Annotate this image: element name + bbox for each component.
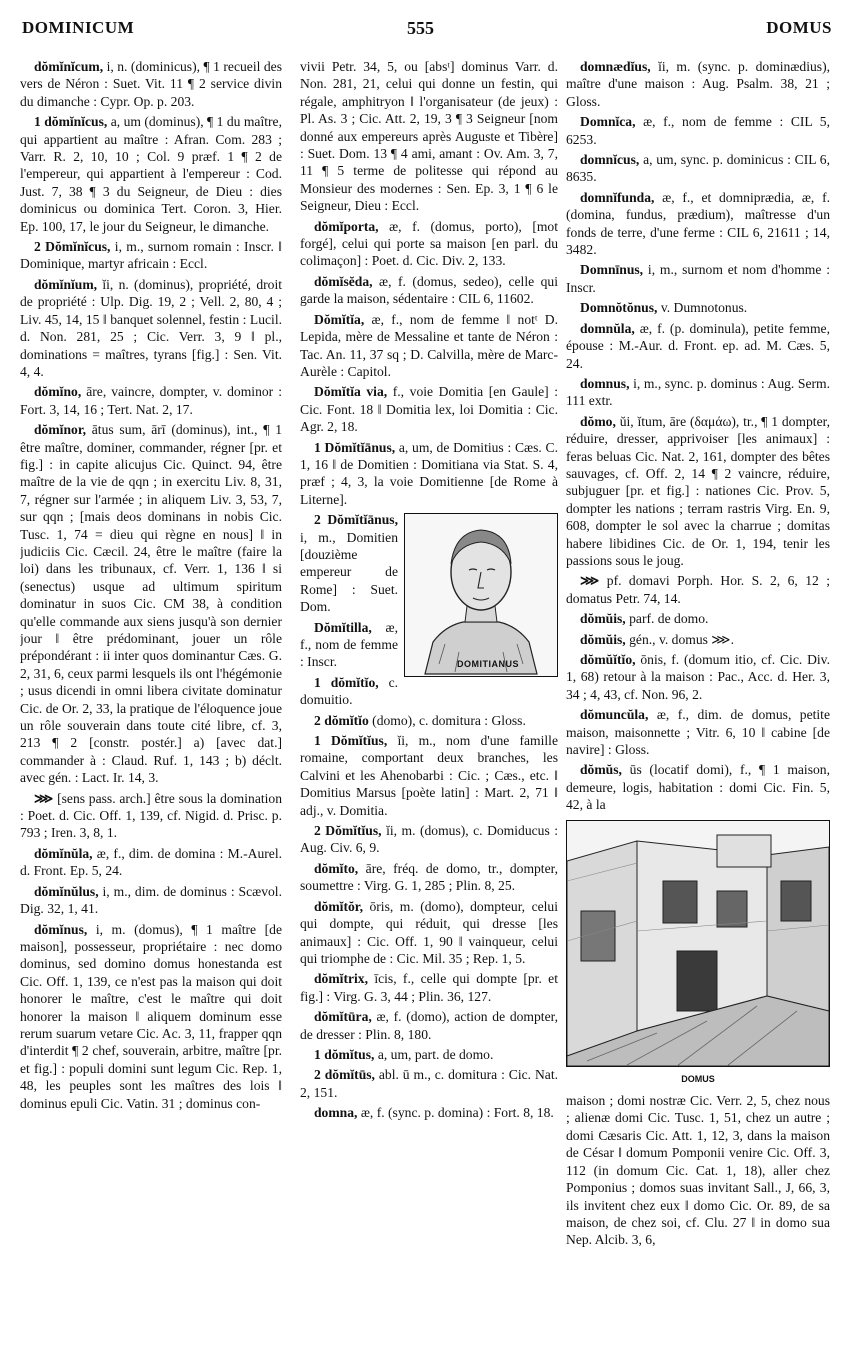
entry-headword: dŏmĭnĭum, bbox=[34, 276, 98, 292]
entry-headword: dŏmĭtŏr, bbox=[314, 898, 363, 914]
entry-headword: dŏmĭtūra, bbox=[314, 1009, 372, 1025]
column-middle bbox=[300, 58, 558, 1348]
dictionary-entry bbox=[300, 218, 558, 270]
entry-text: i, m., Domitien [douzième empereur de Rome] : Suet. Dom. bbox=[300, 529, 398, 615]
entry-text: ĭi, m., nom d'une famille romaine, comportant deux branches, les Calvini et les Ahenobarbi : Cic. ; Cæs., etc. ‖ Domitius Marsus [poète latin] : Mart. 2, 71 ‖ adj., v. Domitia. bbox=[300, 733, 558, 818]
entry-headword: dŏmĭnor, bbox=[34, 422, 86, 438]
dictionary-entry bbox=[300, 1008, 558, 1043]
entry-text: æ, f., dim. de domus, petite maison, maisonnette ; Vitr. 6, 10 ‖ cabine [de navire] : Gloss. bbox=[566, 707, 830, 758]
entry-text: ĭi, m. (domus), c. Domiducus : Aug. Civ. 6, 9. bbox=[300, 823, 558, 856]
entry-text: ūs (locatif domi), f., ¶ 1 maison, demeure, logis, habitation : domi Cic. Fin. 5, 42, à la bbox=[566, 762, 830, 813]
entry-headword: ⋙ bbox=[34, 790, 54, 806]
entry-text: ĭi, n. (dominus), propriété, droit de propriété : Ulp. Dig. 19, 2 ; Vell. 2, 80, 4 ; Liv. 45, 14, 15 ‖ banquet solennel, festin : Lucil. d. Non. 281, 25 ; Cic. Verr. 3, 9 ‖ pl., dominations = maîtres, tyrans [fig.] : Sen. Vit. 4, 4. bbox=[20, 276, 282, 379]
entry-text: c. domuitio. bbox=[300, 674, 398, 708]
entry-text: gén., v. domus ⋙. bbox=[629, 631, 735, 647]
column-right bbox=[566, 58, 830, 1348]
dictionary-entry bbox=[566, 1092, 830, 1249]
entry-headword: ⋙ bbox=[580, 573, 600, 589]
dictionary-entry bbox=[566, 375, 830, 410]
entry-text: æ, f. (p. dominula), petite femme, épouse : M.-Aur. d. Front. ep. ad. M. Cæs. 5, 24. bbox=[566, 320, 830, 371]
entry-headword: dŏmĭnĭcum, bbox=[34, 59, 104, 74]
entry-text: ōris, m. (domo), dompteur, celui qui dompte, qui réduit, qui dresse [les animaux] : Cic. Off. 1, 90 ‖ vainqueur, celui qui triomphe de : Cic. Mil. 35 ; Rep. 1, 5. bbox=[300, 898, 558, 966]
entry-headword: 2 Dŏmĭtĭus, bbox=[314, 823, 382, 839]
entry-text: i, m., dim. de dominus : Scævol. Dig. 32, 1, 41. bbox=[20, 883, 282, 917]
dictionary-entry bbox=[566, 413, 830, 570]
dictionary-entry bbox=[566, 58, 830, 110]
entry-headword: 2 dŏmĭtĭo bbox=[314, 712, 369, 728]
entry-headword: dŏmuncŭla, bbox=[580, 707, 649, 723]
dictionary-entry bbox=[20, 113, 282, 235]
entry-text: āre, fréq. de domo, tr., dompter, soumettre : Virg. G. 1, 285 ; Plin. 8, 25. bbox=[300, 860, 558, 894]
entry-text: ōnis, f. (domum itio, cf. Cic. Div. 1, 68) retour à la maison : Pac., Acc. d. Her. 3, 34 ; 4, 43, cf. Non. 96, 2. bbox=[566, 652, 830, 702]
entry-headword: dŏmĭnus, bbox=[34, 921, 88, 937]
entry-text: i, n. (dominicus), ¶ 1 recueil des vers de Néron : Suet. Vit. 11 ¶ 2 service divin du dimanche : Cypr. Op. p. 203. bbox=[20, 59, 282, 109]
entry-headword: 1 dŏmĭtus, bbox=[314, 1046, 375, 1062]
entry-text: (domo), c. domitura : Gloss. bbox=[372, 712, 526, 728]
dictionary-entry bbox=[300, 1046, 558, 1063]
entry-headword: dŏmŭis, bbox=[580, 631, 626, 647]
entry-text: æ, f., et domniprædia, æ, f. (domina, fundus, prædium), maîtresse d'un fonds de terre, d'une ferme : CIL 6, 21611 ; 14, 3482. bbox=[566, 189, 830, 258]
dictionary-entry bbox=[300, 58, 558, 215]
entry-headword: 2 Dŏmĭnĭcus, bbox=[34, 239, 111, 255]
column-left bbox=[20, 58, 282, 1348]
entry-text: abl. ū m., c. domitura : Cic. Nat. 2, 151. bbox=[300, 1067, 558, 1100]
domitianus-bust-illustration bbox=[404, 513, 558, 677]
dictionary-entry bbox=[566, 189, 830, 259]
dictionary-entry bbox=[566, 631, 830, 648]
entry-headword: domna, bbox=[314, 1105, 358, 1121]
entry-headword: dŏmŭĭtĭo, bbox=[580, 652, 636, 667]
dictionary-entry bbox=[566, 261, 830, 296]
dictionary-entry bbox=[566, 761, 830, 813]
entry-text: a, um, part. de domo. bbox=[377, 1046, 494, 1062]
dictionary-entry bbox=[300, 822, 558, 857]
entry-text: i, m., surnom et nom d'homme : Inscr. bbox=[566, 262, 830, 295]
dictionary-entry bbox=[300, 439, 558, 509]
entry-text: f., voie Domitia [en Gaule] : Cic. Font. 18 ‖ Domitia lex, loi Domitia : Cic. Agr. 2, 18. bbox=[300, 384, 558, 435]
entry-text: vivii Petr. 34, 5, ou [absᵗ] dominus Varr. d. Non. 281, 21, celui qui donne un festin, qui régale, amphitryon ‖ l'organisateur (de jeux) : Pl. As. 3 ; Cic. Att. 2, 19, 3 ¶ 3 Seigneur [nom donné aux empereurs après Auguste et Tibère] : Suet. Dom. 13 ¶ 4 ami, amant : Ov. Am. 3, 7, 11 ¶ 5 terme de politesse qui répond au Monsieur des modernes : Sen. Ep. 3, 1 ¶ 6 le Seigneur, Dieu : Eccl. bbox=[300, 59, 558, 214]
running-head-right: DOMUS bbox=[766, 18, 832, 37]
entry-text: maison ; domi nostræ Cic. Verr. 2, 5, chez nous ; alienæ domi Cic. Tusc. 1, 51, chez un autre ; domi Cæsaris Cic. Att. 1, 12, 3, dans la maison de César ‖ domum Pomponii venire Cic. Off. 3, 112 (in domum Cic. Cat. 1, 18), aller chez Pomponius ; domos suas invitant Sall., J, 66, 3, ils invitent chez eux ‖ domo Cic. Or. 89, de sa maison, de chez soi, cf. Clu. 27 ‖ in domo sua Nep. Alcib. 3, 6, bbox=[566, 1093, 830, 1248]
dictionary-entry bbox=[566, 299, 830, 316]
entry-headword: dŏmo, bbox=[580, 413, 616, 429]
dictionary-entry bbox=[300, 674, 558, 709]
entry-headword: dŏmĭno, bbox=[34, 384, 82, 400]
dictionary-entry bbox=[566, 113, 830, 148]
house-caption: DOMUS bbox=[681, 1073, 715, 1084]
bust-drawing bbox=[405, 514, 557, 676]
entry-text: īcis, f., celle qui dompte [pr. et fig.] : Virg. G. 3, 44 ; Plin. 36, 127. bbox=[300, 971, 558, 1004]
entry-text: a, um (dominus), ¶ 1 du maître, qui appartient au maître : Afran. Com. 283 ; Varr. R. 2, 10, 10 ; Col. 9 præf. 1 ¶ 2 de l'empereur, qui appartient à l'empereur : Cod. Just. 7, 38 ¶ 3 du Seigneur, de Dieu : dies dominicus ou dominica Tert. Coron. 3, Hier. Ep. 100, 17, le jour du Seigneur, le dimanche. bbox=[20, 114, 282, 234]
page-header bbox=[22, 18, 832, 46]
entry-headword: Dŏmĭtĭa, bbox=[314, 311, 365, 327]
entry-headword: 2 Dŏmĭtĭānus, bbox=[314, 512, 398, 528]
dictionary-entry bbox=[20, 58, 282, 110]
entry-headword: dŏmŭis, bbox=[580, 611, 626, 627]
dictionary-entry bbox=[566, 151, 830, 186]
entry-headword: 2 dŏmĭtūs, bbox=[314, 1067, 375, 1083]
entry-headword: 1 Dŏmĭtĭus, bbox=[314, 733, 388, 749]
entry-text: æ, f. (sync. p. domina) : Fort. 8, 18. bbox=[360, 1105, 554, 1121]
entry-text: i, m., surnom romain : Inscr. ‖ Dominique, martyr africain : Eccl. bbox=[20, 239, 282, 272]
entry-text: æ, f., nom de femme ‖ notᵗ D. Lepida, mère de Messaline et tante de Néron : Tac. An. 11, 37 sq ; D. Calvilla, mère de Marc-Aurèle : Capitol. bbox=[300, 311, 558, 379]
entry-text: i, m. (domus), ¶ 1 maître [de maison], possesseur, propriétaire : nec domo dominus, sed domino domus honestanda est Cic. Off. 1, 139, ce n'est pas la maison qui doit honorer le maître, c'est le maître qui doit honorer la maison ‖ aliquem dominum esse rerum suarum vetare Cic. Ac. 3, 11, frapper qqn d'interdit ¶ 2 chef, souverain, arbitre, maître [pr. et fig.] : populi domini sunt legum Cic. Rep. 1, 48, les peuples sont les maîtres des lois ‖ dominus epuli Cic. Vatin. 31 ; dominus con- bbox=[20, 921, 282, 1111]
entry-headword: domnŭla, bbox=[580, 320, 635, 336]
entry-text: i, m., sync. p. dominus : Aug. Serm. 111 extr. bbox=[566, 375, 830, 409]
dictionary-entry bbox=[300, 970, 558, 1005]
dictionary-entry bbox=[300, 311, 558, 381]
entry-headword: domnus, bbox=[580, 375, 630, 391]
dictionary-entry bbox=[20, 383, 282, 418]
entry-headword: 1 Dŏmĭtĭānus, bbox=[314, 439, 396, 455]
dictionary-entry bbox=[566, 706, 830, 758]
dictionary-entry bbox=[20, 238, 282, 273]
entry-headword: Dŏmĭtilla, bbox=[314, 619, 372, 635]
entry-headword: domnĭcus, bbox=[580, 152, 640, 168]
entry-headword: dŏmĭnŭlus, bbox=[34, 883, 99, 899]
dictionary-entry bbox=[300, 732, 558, 819]
entry-text: āre, vaincre, dompter, v. dominor : Fort. 3, 14, 16 ; Tert. Nat. 2, 17. bbox=[20, 384, 282, 417]
dictionary-entry bbox=[566, 651, 830, 703]
entry-headword: dŏmĭto, bbox=[314, 860, 359, 876]
house-drawing bbox=[567, 821, 829, 1066]
entry-text: æ, f. (domo), action de dompter, de dresser : Plin. 8, 180. bbox=[300, 1009, 558, 1042]
dictionary-entry bbox=[20, 845, 282, 880]
entry-headword: dŏmŭs, bbox=[580, 762, 622, 778]
entry-headword: domnĭfunda, bbox=[580, 189, 655, 205]
dictionary-entry bbox=[20, 421, 282, 787]
entry-headword: Domnĭca, bbox=[580, 114, 636, 130]
entry-text: [sens pass. arch.] être sous la domination : Poet. d. Cic. Off. 1, 139, cf. Nigid. d. Prisc. p. 793 ; Iren. 3, 8, 1. bbox=[20, 790, 282, 841]
entry-text: æ, f., nom de femme : Inscr. bbox=[300, 619, 398, 670]
entry-headword: 1 dŏmĭnĭcus, bbox=[34, 114, 108, 130]
entry-text: æ, f., nom de femme : CIL 5, 6253. bbox=[566, 114, 830, 147]
running-head-left: DOMINICUM bbox=[22, 18, 135, 37]
domus-house-illustration bbox=[566, 820, 830, 1067]
entry-text: v. Dumnotonus. bbox=[660, 300, 748, 316]
dictionary-entry bbox=[20, 790, 282, 842]
entry-text: æ, f., dim. de domina : M.-Aurel. d. Front. Ep. 5, 24. bbox=[20, 845, 282, 879]
entry-text: æ, f. (domus, sedeo), celle qui garde la maison, sédentaire : CIL 6, 11602. bbox=[300, 273, 558, 307]
bust-caption: DOMITIANUS bbox=[457, 658, 519, 669]
entry-text: pf. domavi Porph. Hor. S. 2, 6, 12 ; domatus Petr. 74, 14. bbox=[566, 573, 830, 606]
dictionary-entry bbox=[300, 273, 558, 308]
entry-text: ŭi, ĭtum, āre (δαμάω), tr., ¶ 1 dompter, réduire, dresser, apprivoiser [les animaux] : feras beluas Cic. Nat. 2, 161, dompter des bêtes sauvages, cf. Off. 2, 14 ¶ 2 vaincre, réduire, subjuguer [pr. et fig.] : nationes Cic. Prov. 5, dompter les nations ; terram rastris Virg. En. 9, 608, dompter le sol avec la charrue ; domitas habere libidines Cic. de Or. 1, 194, tenir les passions sous le joug. bbox=[566, 413, 830, 568]
dictionary-entry bbox=[300, 712, 558, 729]
dictionary-entry bbox=[20, 921, 282, 1112]
entry-headword: dŏmĭtrix, bbox=[314, 971, 368, 987]
entry-headword: dŏmĭsĕda, bbox=[314, 273, 373, 289]
entry-text: ĭi, m. (sync. p. dominædius), maître d'une maison : Aug. Psalm. 38, 21 ; Gloss. bbox=[566, 59, 830, 109]
dictionary-entry bbox=[300, 383, 558, 435]
entry-headword: Domnīnus, bbox=[580, 262, 644, 278]
dictionary-entry bbox=[300, 1066, 558, 1101]
dictionary-entry bbox=[300, 860, 558, 895]
entry-headword: Domnŏtŏnus, bbox=[580, 300, 658, 316]
entry-text: a, um, de Domitius : Cæs. C. 1, 16 ‖ de Domitien : Domitiana via Stat. S. 4, præf ; 4, 3, la voie Domitienne [de Rome à Literne]. bbox=[300, 439, 558, 507]
dictionary-entry bbox=[20, 276, 282, 380]
entry-headword: domnædĭus, bbox=[580, 59, 651, 74]
page-number: 555 bbox=[407, 18, 434, 38]
dictionary-entry bbox=[566, 610, 830, 627]
dictionary-entry bbox=[300, 1104, 558, 1121]
dictionary-entry bbox=[20, 883, 282, 918]
dictionary-entry bbox=[300, 898, 558, 968]
entry-text: ātus sum, ārī (dominus), int., ¶ 1 être maître, dominer, commander, régner [pr. et fig.] : in capite alicujus Cic. Quinct. 94, être maître de la vie de qqn ; in exercitu Liv. 8, 31, 7, régner sur l'armée ; in aliquem Liv. 3, 53, 7, sur qqn ; [mais deos dominans in nobis Cic. Tusc. 1, 74 = dieu qui règne en nous] ‖ in judiciis Cic. Cæcil. 24, être le maître (faire la loi) dans les tribunaux, cf. Verr. 1, 136 ‖ si (senectus) usque ad ultimum spiritum dominatur in suos Cic. CM 38, à condition qu'elle commande aux siens jusqu'à son dernier jour ‖ être prédominant, jouer un rôle prépondérant : ii inter quos dominantur Cæs. G. 2, 31, 6, ceux parmi lesquels ils ont l'hégémonie ; usus dicendi in omni libera civitate dominatur Cic. de Or. 2, 33, la pratique de l'éloquence joue un rôle souverain dans toute cité libre, cf. 3, 213 ¶ 2 [constr. postér.] a) [avec dat.] commander à : Claud. Ruf. 1, 143 ; b) déclt. avec gén. : Lact. Ir. 14, 3. bbox=[20, 422, 282, 786]
entry-headword: 1 dŏmĭtĭo, bbox=[314, 674, 379, 690]
entry-text: a, um, sync. p. dominicus : CIL 6, 8635. bbox=[566, 152, 830, 185]
entry-headword: dŏmĭporta, bbox=[314, 218, 379, 234]
dictionary-entry bbox=[566, 572, 830, 607]
entry-text: æ, f. (domus, porto), [mot forgé], celui qui porte sa maison [en parl. du colimaçon] : Poet. d. Cic. Div. 2, 133. bbox=[300, 218, 558, 269]
entry-headword: Dŏmĭtĭa via, bbox=[314, 384, 388, 400]
dictionary-entry bbox=[566, 320, 830, 372]
entry-headword: dŏmĭnŭla, bbox=[34, 845, 93, 861]
entry-text: parf. de domo. bbox=[629, 611, 709, 627]
